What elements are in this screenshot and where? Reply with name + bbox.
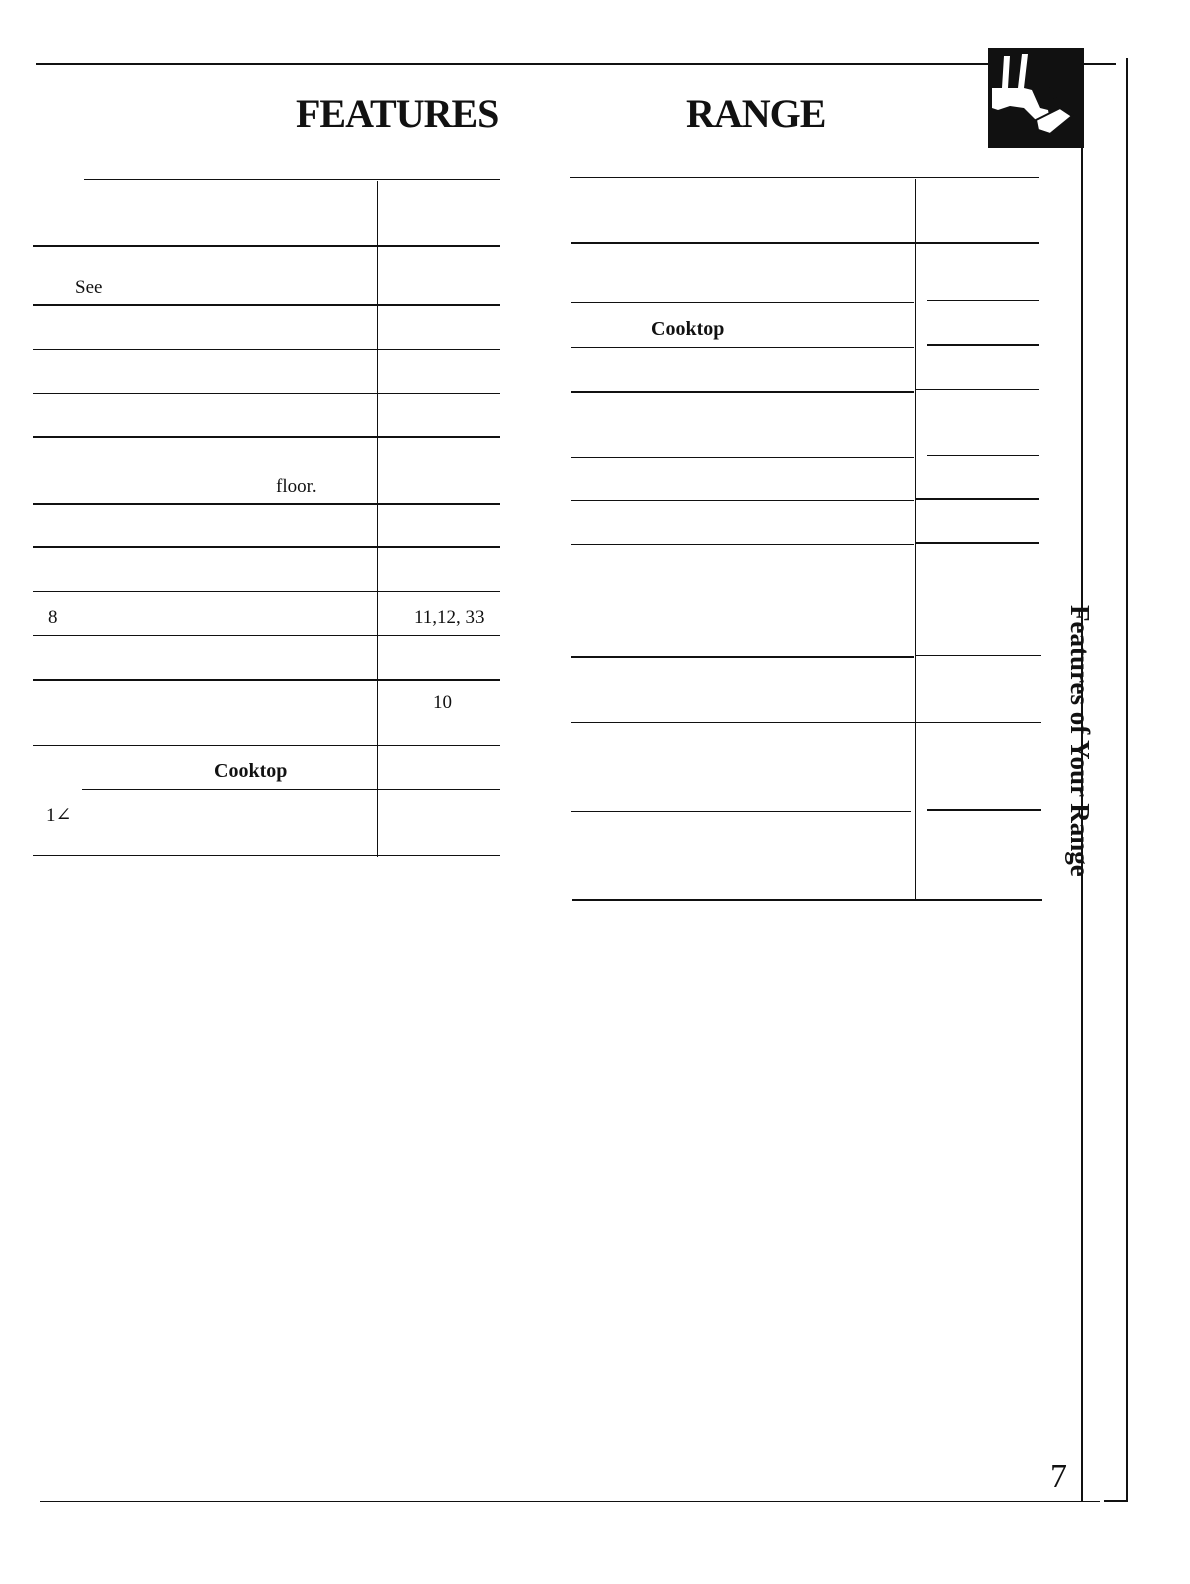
right-row-divider	[571, 544, 914, 545]
left-row-12-label: 1∠	[46, 805, 72, 826]
left-row-divider	[33, 245, 500, 247]
left-row-8-pages: 11,12, 33	[414, 607, 485, 628]
bottom-rule	[40, 1501, 1100, 1502]
right-row-divider	[571, 391, 914, 393]
right-row-divider	[916, 498, 1039, 500]
left-row-see-text: See	[75, 277, 103, 298]
right-row-divider	[916, 542, 1039, 544]
left-row-divider	[33, 635, 500, 636]
hand-pressing-button-icon	[988, 48, 1084, 148]
right-row-divider	[571, 457, 914, 458]
left-table-top-rule	[84, 179, 500, 180]
page-number: 7	[1050, 1458, 1067, 1495]
right-row-divider	[571, 302, 914, 303]
left-row-divider	[33, 679, 500, 681]
top-rule	[36, 63, 1116, 65]
right-row-divider	[927, 344, 1039, 346]
right-row-cooktop-label: Cooktop	[651, 318, 725, 340]
left-row-8-label: 8	[48, 607, 58, 628]
tab-border-right	[1126, 58, 1128, 1502]
right-row-divider	[916, 655, 1041, 656]
right-table-bottom-rule	[572, 899, 1042, 901]
right-row-divider	[927, 809, 1041, 811]
right-row-divider	[571, 656, 914, 658]
right-row-divider	[571, 722, 1041, 723]
right-row-divider	[571, 242, 1039, 244]
left-row-divider	[33, 349, 500, 350]
right-row-divider	[571, 500, 914, 501]
left-row-cooktop-label: Cooktop	[214, 760, 288, 782]
right-table-column-divider	[915, 179, 916, 901]
right-row-divider	[916, 389, 1039, 390]
left-row-divider	[33, 745, 500, 746]
right-row-divider	[571, 811, 911, 812]
side-tab-label: Features of Your Range	[1065, 605, 1095, 877]
range-title: RANGE	[686, 91, 826, 136]
left-row-divider	[33, 546, 500, 548]
left-row-divider	[82, 789, 500, 790]
tab-border-bottom	[1104, 1500, 1128, 1502]
left-table-column-divider	[377, 181, 378, 857]
left-row-divider	[33, 503, 500, 505]
left-row-divider	[33, 591, 500, 592]
features-title: FEATURES	[296, 91, 499, 136]
right-row-divider	[571, 347, 914, 348]
left-row-divider	[33, 436, 500, 438]
left-row-divider	[33, 393, 500, 394]
right-row-divider	[927, 455, 1039, 456]
right-row-divider	[927, 300, 1039, 301]
left-row-divider	[33, 304, 500, 306]
left-row-10-pages: 10	[433, 692, 452, 713]
left-table-bottom-rule	[33, 855, 500, 856]
left-row-floor-text: floor.	[276, 476, 317, 497]
right-table-top-rule	[570, 177, 1039, 178]
